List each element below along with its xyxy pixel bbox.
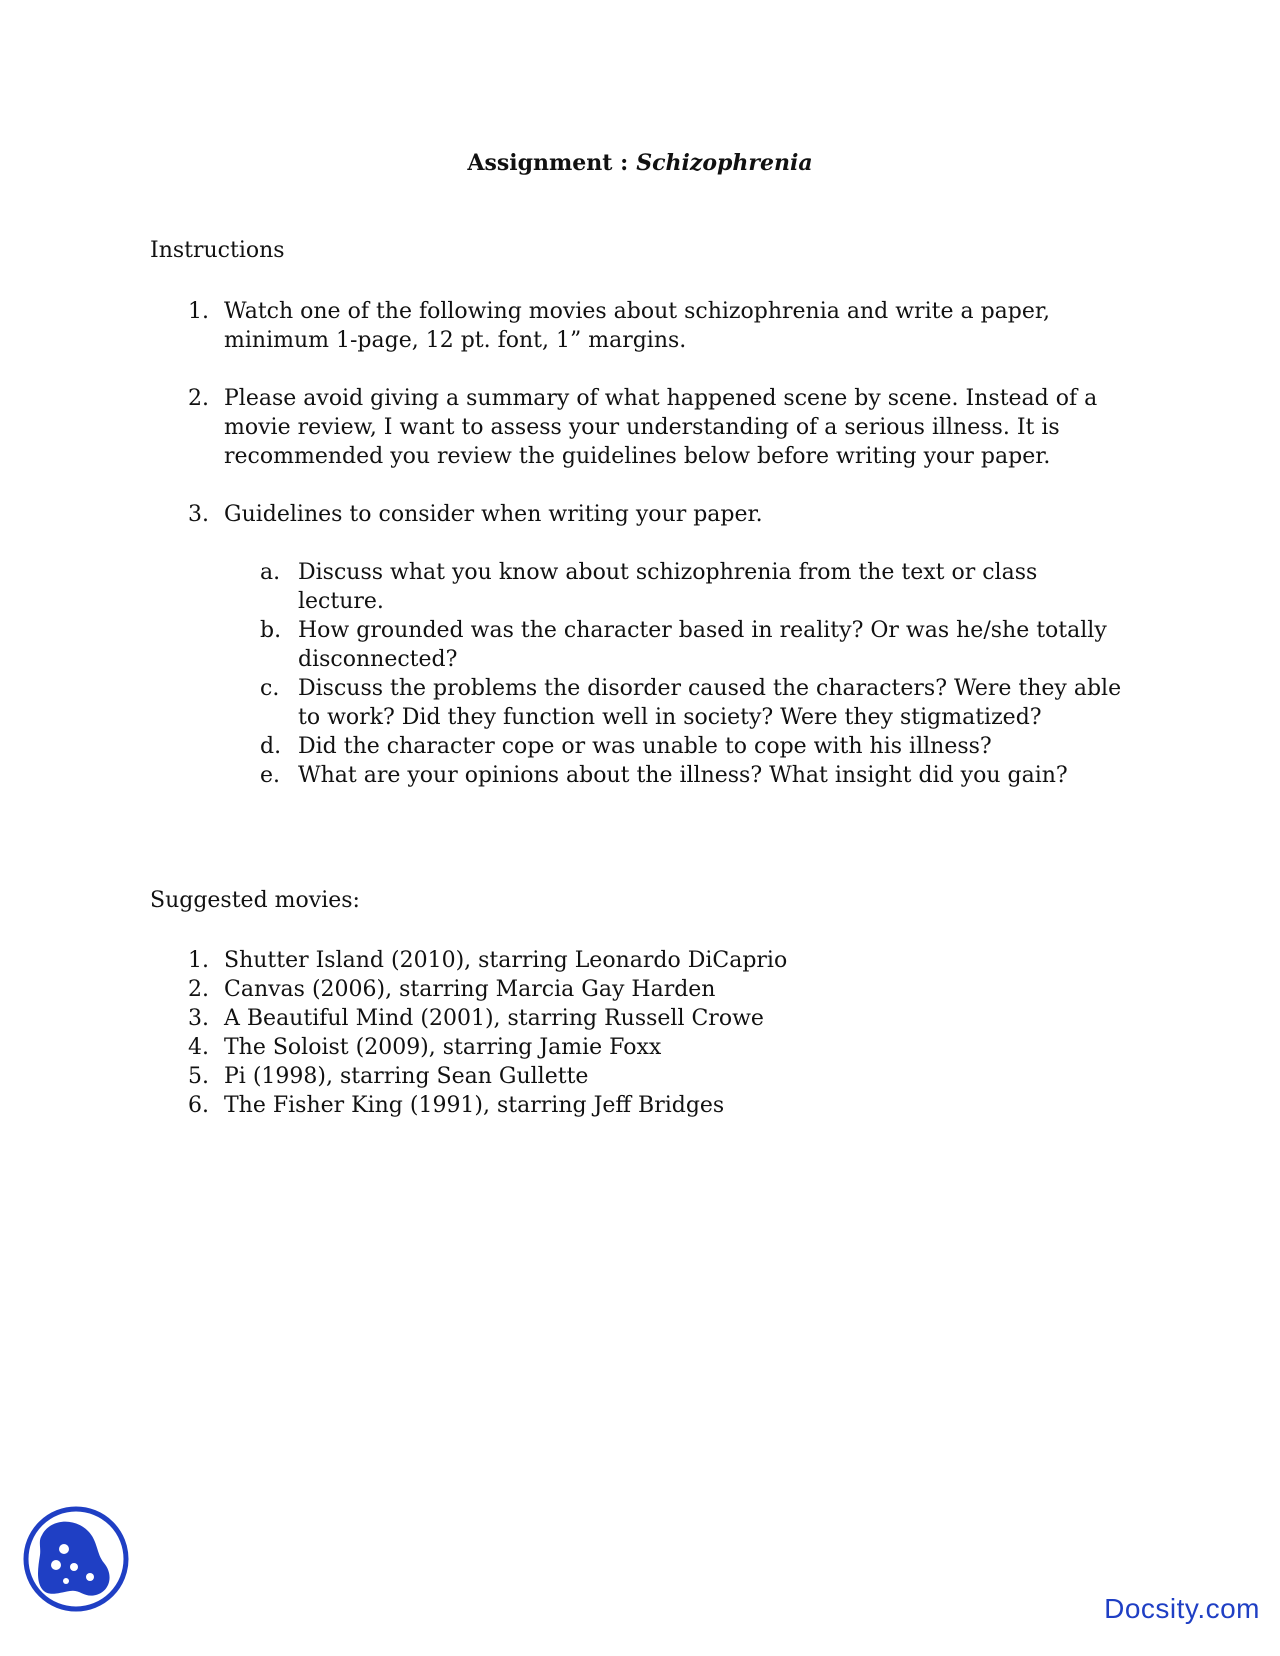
guideline-text: Discuss the problems the disorder caused the characters? Were they able to work? Did they function well in society? Were they stigmatized? [298,676,1122,730]
movie-text: The Soloist (2009), starring Jamie Foxx [224,1035,662,1060]
instruction-item [150,500,1130,790]
movie-text: A Beautiful Mind (2001), starring Russell Crowe [224,1006,764,1031]
list-marker: 1. [188,948,209,973]
movie-item [150,975,1130,1004]
guideline-item [223,616,1130,674]
guideline-text: Did the character cope or was unable to cope with his illness? [298,734,992,759]
list-marker: 5. [188,1064,209,1089]
movie-item [150,1091,1130,1120]
list-marker: b. [260,618,282,643]
title-label: Assignment : [467,150,629,176]
list-marker: 4. [188,1035,209,1060]
instruction-text: Please avoid giving a summary of what happened scene by scene. Instead of a movie review, I want to assess your understanding of a serious illness. It is recommended you review the guidelines below before writing your paper. [224,386,1098,469]
movie-item [150,1033,1130,1062]
guideline-text: What are your opinions about the illness? What insight did you gain? [298,763,1068,788]
instruction-item [150,297,1130,355]
guideline-item [223,558,1130,616]
movie-text: Canvas (2006), starring Marcia Gay Harden [224,977,716,1002]
guideline-item [223,674,1130,732]
list-marker: a. [260,560,281,585]
movie-item [150,946,1130,975]
list-marker: d. [260,734,282,759]
instructions-heading: Instructions [150,238,285,263]
list-marker: 2. [188,977,209,1002]
instruction-item [150,384,1130,471]
movie-item [150,1062,1130,1091]
movie-text: Shutter Island (2010), starring Leonardo DiCaprio [224,948,788,973]
title-subject: Schizophrenia [636,150,813,176]
guidelines-list [224,558,1130,790]
docsity-logo-icon[interactable] [22,1505,130,1613]
instructions-list [150,297,1130,819]
list-marker: c. [260,676,280,701]
guideline-item [223,732,1130,761]
movie-text: The Fisher King (1991), starring Jeff Bridges [224,1093,725,1118]
movie-item [150,1004,1130,1033]
guideline-item [223,761,1130,790]
movies-heading: Suggested movies: [150,888,360,913]
list-marker: 2. [188,386,209,411]
instruction-text: Guidelines to consider when writing your paper. [224,502,763,527]
list-marker: 3. [188,502,209,527]
docsity-brand-link[interactable]: Docsity.com [1104,1593,1260,1624]
list-marker: 3. [188,1006,209,1031]
list-marker: 6. [188,1093,209,1118]
movies-list [150,946,1130,1120]
guideline-text: Discuss what you know about schizophrenia from the text or class lecture. [298,560,1038,614]
page-title [0,150,1280,176]
movie-text: Pi (1998), starring Sean Gullette [224,1064,589,1089]
list-marker: 1. [188,299,209,324]
list-marker: e. [260,763,281,788]
guideline-text: How grounded was the character based in reality? Or was he/she totally disconnected? [298,618,1107,672]
instruction-text: Watch one of the following movies about schizophrenia and write a paper, minimum 1-page, 12 pt. font, 1” margins. [224,299,1050,353]
